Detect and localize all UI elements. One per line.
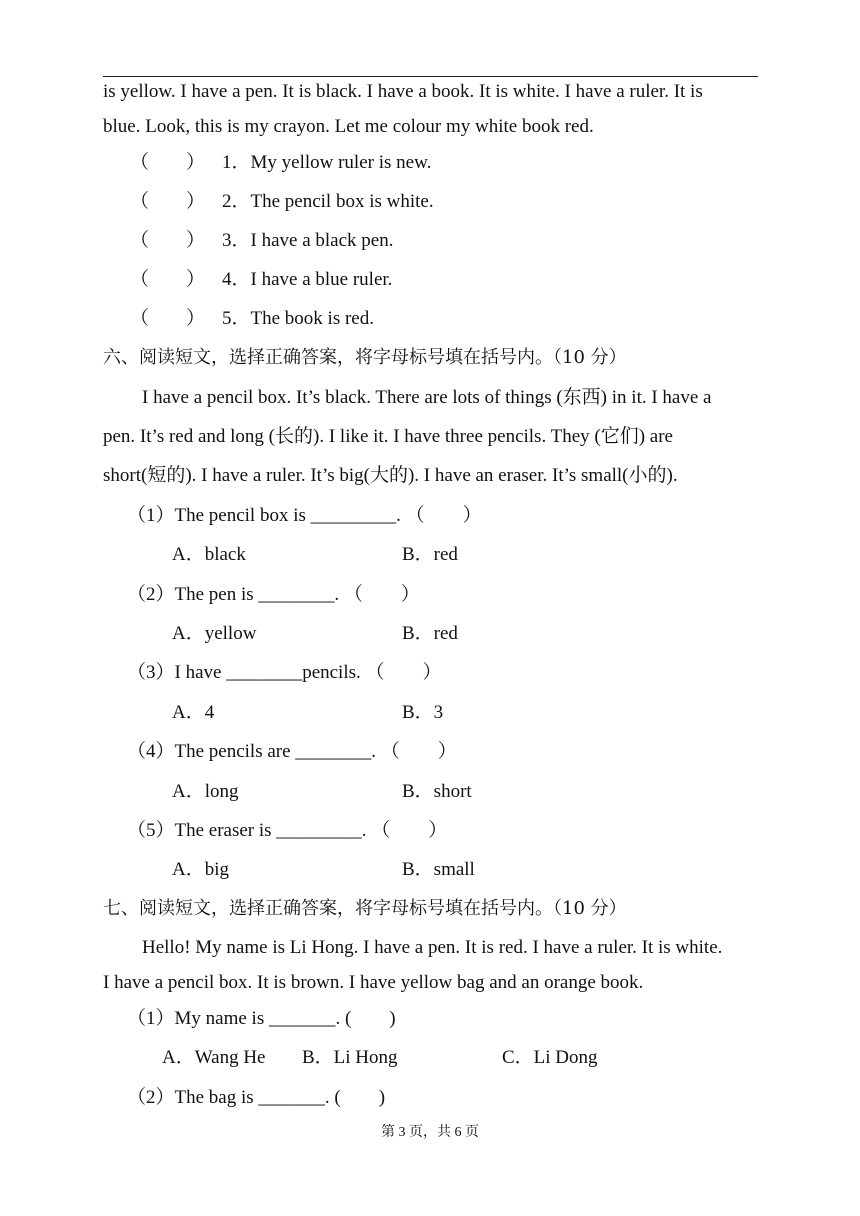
answer-paren[interactable]: （ ） xyxy=(130,191,206,212)
section6-passage-line3: short(短的). I have a ruler. It’s big(大的). I have an eraser. It’s small(小的). xyxy=(103,465,678,486)
answer-paren[interactable]: （ ） xyxy=(130,152,206,173)
tf-question-4 xyxy=(130,268,392,292)
option-a: A．black xyxy=(172,544,246,565)
option-b: B．small xyxy=(402,859,475,880)
tf-question-text: 2．The pencil box is white. xyxy=(222,191,434,212)
section7-passage-line2: I have a pencil box. It is brown. I have yellow bag and an orange book. xyxy=(103,972,644,993)
tf-question-3 xyxy=(130,229,393,253)
option-a: A．Wang He xyxy=(162,1047,266,1068)
tf-question-text: 3．I have a black pen. xyxy=(222,230,394,251)
section7-question-2: （2）The bag is _______. ( ) xyxy=(127,1087,386,1108)
tf-question-1 xyxy=(130,151,431,175)
section6-passage-line2: pen. It’s red and long (长的). I like it. I have three pencils. They (它们) are xyxy=(103,426,673,447)
option-b: B．Li Hong xyxy=(302,1047,398,1068)
section6-question-5: （5）The eraser is _________. （ ） xyxy=(127,820,448,841)
option-b: B．red xyxy=(402,544,458,565)
tf-question-5 xyxy=(130,307,374,331)
tf-question-text: 4．I have a blue ruler. xyxy=(222,269,393,290)
tf-question-2 xyxy=(130,190,434,214)
option-b: B．red xyxy=(402,623,458,644)
answer-paren[interactable]: （ ） xyxy=(130,230,206,251)
section6-question-4: （4）The pencils are ________. （ ） xyxy=(127,741,457,762)
section7-passage-line1: Hello! My name is Li Hong. I have a pen. It is red. I have a ruler. It is white. xyxy=(142,937,723,958)
section7-heading: 七、阅读短文，选择正确答案，将字母标号填在括号内。（10 分） xyxy=(103,898,627,919)
top-rule xyxy=(103,76,758,77)
passage5-line1: is yellow. I have a pen. It is black. I have a book. It is white. I have a ruler. It is xyxy=(103,81,703,102)
tf-question-text: 5．The book is red. xyxy=(222,308,374,329)
tf-question-text: 1．My yellow ruler is new. xyxy=(222,152,432,173)
answer-paren[interactable]: （ ） xyxy=(130,308,206,329)
passage5-line2: blue. Look, this is my crayon. Let me colour my white book red. xyxy=(103,116,594,137)
option-a: A．yellow xyxy=(172,623,257,644)
section7-question-1: （1）My name is _______. ( ) xyxy=(127,1008,396,1029)
section6-question-1: （1）The pencil box is _________. （ ） xyxy=(127,505,482,526)
option-a: A．big xyxy=(172,859,230,880)
answer-paren[interactable]: （ ） xyxy=(130,269,206,290)
section6-question-3: （3）I have ________pencils. （ ） xyxy=(127,662,442,683)
option-a: A．long xyxy=(172,781,239,802)
option-b: B．short xyxy=(402,781,472,802)
section6-heading: 六、阅读短文，选择正确答案，将字母标号填在括号内。（10 分） xyxy=(103,347,627,368)
option-a: A．4 xyxy=(172,702,215,723)
option-c: C．Li Dong xyxy=(502,1047,598,1068)
section6-passage-line1: I have a pencil box. It’s black. There are lots of things (东西) in it. I have a xyxy=(142,387,712,408)
page-footer: 第 3 页，共 6 页 xyxy=(381,1125,479,1140)
option-b: B．3 xyxy=(402,702,444,723)
section6-question-2: （2）The pen is ________. （ ） xyxy=(127,584,420,605)
